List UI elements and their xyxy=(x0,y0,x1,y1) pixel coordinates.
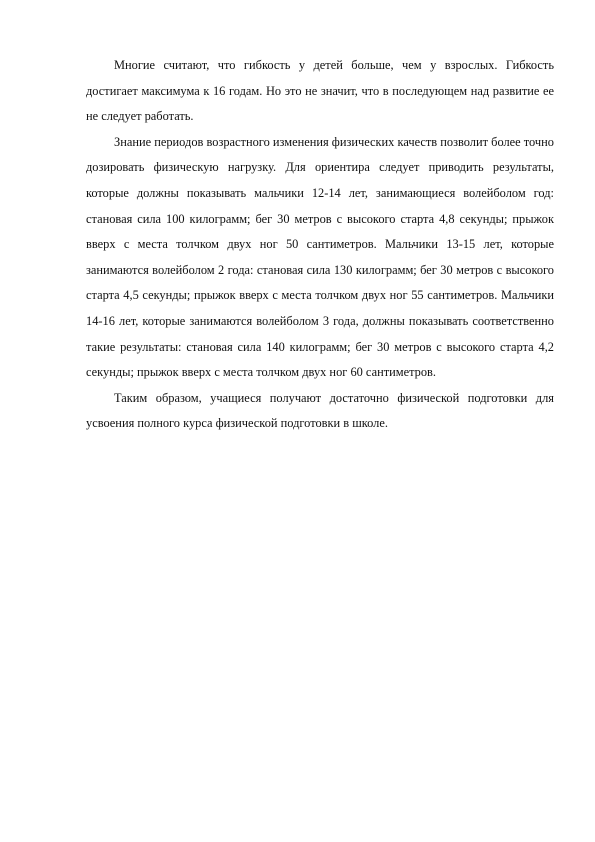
document-body xyxy=(86,53,554,437)
paragraph-age-periods: Знание периодов возрастного изменения физических качеств позволит более точно дозировать физическую нагрузку. Для ориентира следует приводить результаты, которые должны показывать мальчики 12-14 лет, занимающиеся волейболом год: становая сила 100 килограмм; бег 30 метров с высокого старта 4,8 секунды; прыжок вверх с места толчком двух ног 50 сантиметров. Мальчики 13-15 лет, которые занимаются волейболом 2 года: становая сила 130 килограмм; бег 30 метров с высокого старта 4,5 секунды; прыжок вверх с места толчком двух ног 55 сантиметров. Мальчики 14-16 лет, которые занимаются волейболом 3 года, должны показывать соответственно такие результаты: становая сила 140 килограмм; бег 30 метров с высокого старта 4,2 секунды; прыжок вверх с места толчком двух ног 60 сантиметров. xyxy=(86,134,554,380)
paragraph-conclusion: Таким образом, учащиеся получают достаточно физической подготовки для усвоения полного курса физической подготовки в школе. xyxy=(86,390,554,431)
paragraph-flexibility: Многие считают, что гибкость у детей больше, чем у взрослых. Гибкость достигает максимума к 16 годам. Но это не значит, что в последующем над развитие ее не следует работать. xyxy=(86,58,554,124)
